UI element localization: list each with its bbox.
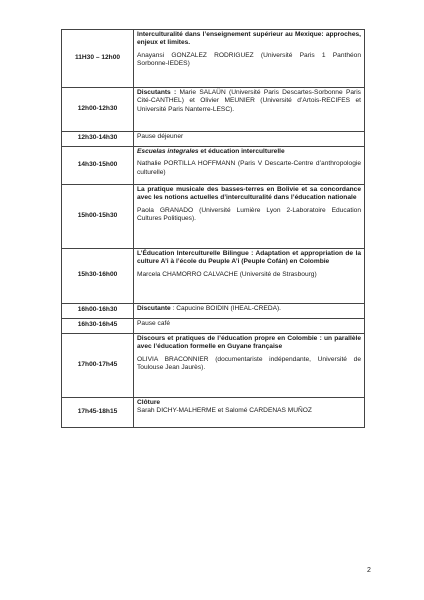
time-cell: 11H30 – 12h00 <box>62 30 134 88</box>
session-cell <box>134 398 365 428</box>
discussant-text: : Capucine BOIDIN (IHEAL-CREDA). <box>170 305 282 312</box>
discussant-label: Discutants : <box>137 89 177 96</box>
time-cell: 12h00-12h30 <box>62 88 134 132</box>
table-row <box>62 334 365 398</box>
break-text: Pause déjeuner <box>134 132 365 147</box>
table-row <box>62 147 365 185</box>
time-cell: 12h30-14h30 <box>62 132 134 147</box>
time-cell: 16h00-16h30 <box>62 304 134 319</box>
table-row <box>62 319 365 334</box>
table-row <box>62 249 365 304</box>
session-title: L’Éducation Interculturelle Bilingue : Adaptation et appropriation de la culture A’i à l’école du Peuple A’i (Peuple Cofán) en Colombie <box>137 250 361 266</box>
time-cell: 16h30-16h45 <box>62 319 134 334</box>
speaker-text: Paola GRANADO (Université Lumière Lyon 2-Laboratoire Education Cultures Politiques). <box>137 206 361 222</box>
session-title: Interculturalité dans l’enseignement supérieur au Mexique: approches, enjeux et limites. <box>137 31 361 47</box>
time-cell: 15h00-15h30 <box>62 185 134 249</box>
speaker-text: Anayansi GONZALEZ RODRIGUEZ (Université Paris 1 Panthéon Sorbonne-IEDES) <box>137 51 361 67</box>
session-cell <box>134 334 365 398</box>
session-cell <box>134 30 365 88</box>
session-title-italic: Escuelas integrales <box>137 148 199 155</box>
table-row <box>62 132 365 147</box>
session-cell <box>134 304 365 319</box>
table-row <box>62 30 365 88</box>
speaker-text: Marcela CHAMORRO CALVACHE (Université de Strasbourg) <box>137 270 317 278</box>
speaker-text: OLIVIA BRACONNIER (documentariste indépendante, Université de Toulouse Jean Jaurès). <box>137 355 361 371</box>
time-cell: 17h45-18h15 <box>62 398 134 428</box>
session-cell <box>134 88 365 132</box>
session-cell <box>134 147 365 185</box>
discussant-label: Discutante <box>137 305 171 312</box>
table-row <box>62 304 365 319</box>
table-row <box>62 88 365 132</box>
speaker-text: Nathalie PORTILLA HOFFMANN (Paris V Descarte-Centre d’anthropologie culturelle) <box>137 160 361 176</box>
session-title: Clôture <box>137 399 161 406</box>
session-title <box>137 148 361 156</box>
time-cell: 17h00-17h45 <box>62 334 134 398</box>
session-cell <box>134 185 365 249</box>
time-cell: 14h30-15h00 <box>62 147 134 185</box>
page-number: 2 <box>367 567 371 574</box>
discussant-text: Marie SALAÜN (Université Paris Descartes-Sorbonne Paris Cité-CANTHEL) et Olivier MEUNIER (Université d’Artois-RECIFES et Université Paris Nanterre-LESC). <box>137 89 361 113</box>
time-cell: 15h30-16h00 <box>62 249 134 304</box>
session-title: Discours et pratiques de l’éducation propre en Colombie : un parallèle avec l’éducation formelle en Guyane française <box>137 335 361 351</box>
session-cell <box>134 249 365 304</box>
break-text: Pause café <box>134 319 365 334</box>
table-row <box>62 185 365 249</box>
speaker-text: Sarah DICHY-MALHERME et Salomé CARDENAS MUÑOZ <box>137 407 312 415</box>
session-title: La pratique musicale des basses-terres en Bolivie et sa concordance avec les notions actuelles d’interculturalité dans l’éducation nationale <box>137 186 361 202</box>
program-table <box>61 29 365 428</box>
session-title-rest: et éducation interculturelle <box>198 148 285 155</box>
table-row <box>62 398 365 428</box>
